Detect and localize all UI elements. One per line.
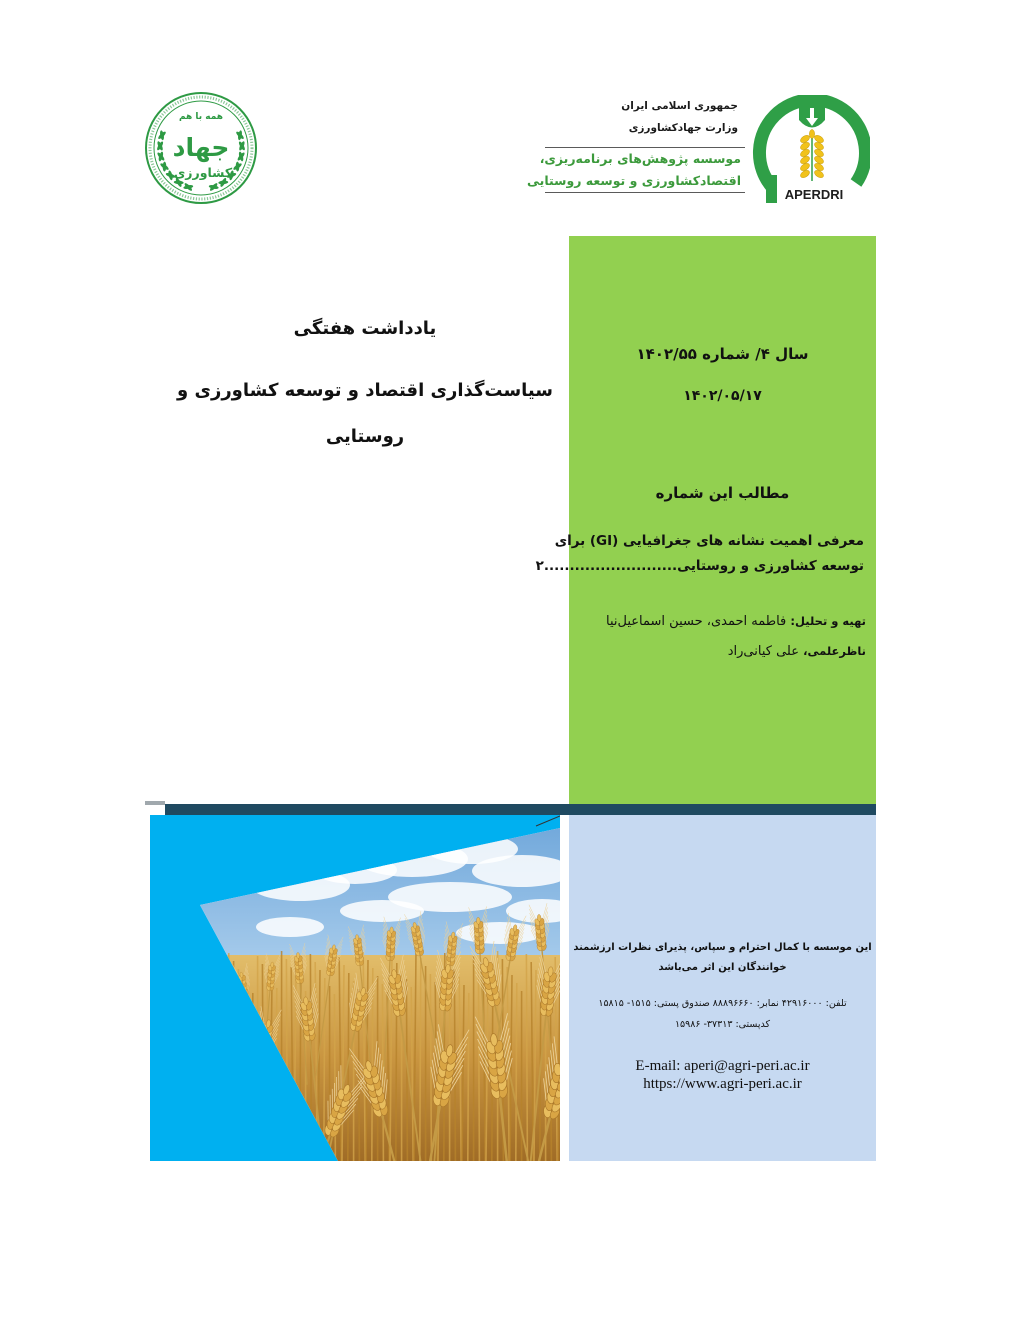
supervisor-label: ناظرعلمی،: [803, 644, 866, 658]
issue-number: سال ۴/ شماره ۱۴۰۲/۵۵: [636, 345, 809, 363]
website-url: https://www.agri-peri.ac.ir: [643, 1076, 802, 1092]
field-stalk: [468, 993, 469, 1161]
logo-wordmark: APERDRI: [784, 187, 844, 202]
emblem-grain: [799, 169, 811, 179]
institute-name-line2: اقتصادکشاورزی و توسعه روستایی: [527, 173, 741, 188]
field-stalk: [478, 964, 479, 1161]
wheat-grain: [476, 917, 480, 924]
contents-heading: مطالب این شماره: [655, 484, 790, 502]
seal-top-text: همه با هم: [178, 112, 224, 122]
email-address: E-mail: aperi@agri-peri.ac.ir: [635, 1058, 810, 1074]
field-stalk: [516, 983, 517, 1161]
prepared-by-line: [566, 609, 866, 633]
prepared-by-names: فاطمه احمدی، حسین اسماعیل‌نیا: [606, 614, 787, 629]
issue-date: ۱۴۰۲/۰۵/۱۷: [683, 388, 762, 404]
ministry-line: وزارت جهادکشاورزی: [628, 122, 738, 134]
prepared-by-label: تهیه و تحلیل:: [790, 614, 866, 628]
scientific-supervisor-line: [566, 639, 866, 663]
cloud: [256, 917, 324, 937]
logo-ring-stem: [766, 175, 777, 203]
divider-bar: [165, 804, 876, 815]
phone-fax-pobox-line: تلفن: ۴۲۹۱۶۰۰۰ نمابر: ۸۸۸۹۶۶۶۰ صندوق پستی: ۱۵۱۵- ۱۵۸۱۵: [598, 998, 847, 1009]
seal-sub-text: کشاورزی: [173, 165, 233, 180]
emblem-grain: [813, 169, 825, 179]
field-stalk: [372, 968, 373, 1161]
issue-panel: [535, 236, 876, 805]
cloud: [456, 922, 544, 944]
seal-main-text: جهاد: [172, 133, 230, 162]
article-title-line1: معرفی اهمیت نشانه های جغرافیایی (GI) برای: [554, 533, 864, 549]
institute-name-line1: موسسه پژوهش‌های برنامه‌ریزی،: [539, 151, 741, 166]
contact-panel: [569, 815, 876, 1161]
field-stalk: [420, 958, 421, 1161]
publication-type-label: یادداشت هفتگی: [293, 318, 437, 339]
wheat-grain: [296, 952, 300, 958]
field-stalk: [324, 978, 325, 1161]
header-rule-top: [545, 147, 745, 148]
article-title-line2: توسعه کشاورزی و روستایی..........................۲: [535, 558, 864, 574]
divider-tick: [145, 801, 165, 805]
wheat-grain: [445, 964, 450, 973]
publication-title-line1: سیاست‌گذاری اقتصاد و توسعه کشاورزی و: [177, 380, 553, 401]
supervisor-name: علی کیانی‌راد: [727, 644, 799, 659]
aperdri-logo: [752, 95, 870, 207]
wheat-field-photo: [150, 815, 560, 1161]
publication-title-line2: روستایی: [325, 426, 405, 447]
cloud: [340, 900, 424, 922]
jahad-keshavarzi-logo: [143, 86, 259, 210]
emblem-grain: [809, 130, 814, 139]
header-rule-bottom: [545, 192, 745, 193]
feedback-note-line2: خوانندگان این اثر می‌باشد: [658, 962, 787, 973]
wheat-emblem-icon: [799, 130, 825, 182]
feedback-note-line1: این موسسه با کمال احترام و سپاس، پذیرای نظرات ارزشمند: [573, 942, 872, 953]
field-stalk: [526, 954, 527, 1161]
postal-code-line: کدپستی: ۳۷۳۱۳- ۱۵۹۸۶: [674, 1019, 771, 1030]
wheat-grain: [390, 927, 394, 934]
government-line: جمهوری اسلامی ایران: [621, 100, 738, 112]
